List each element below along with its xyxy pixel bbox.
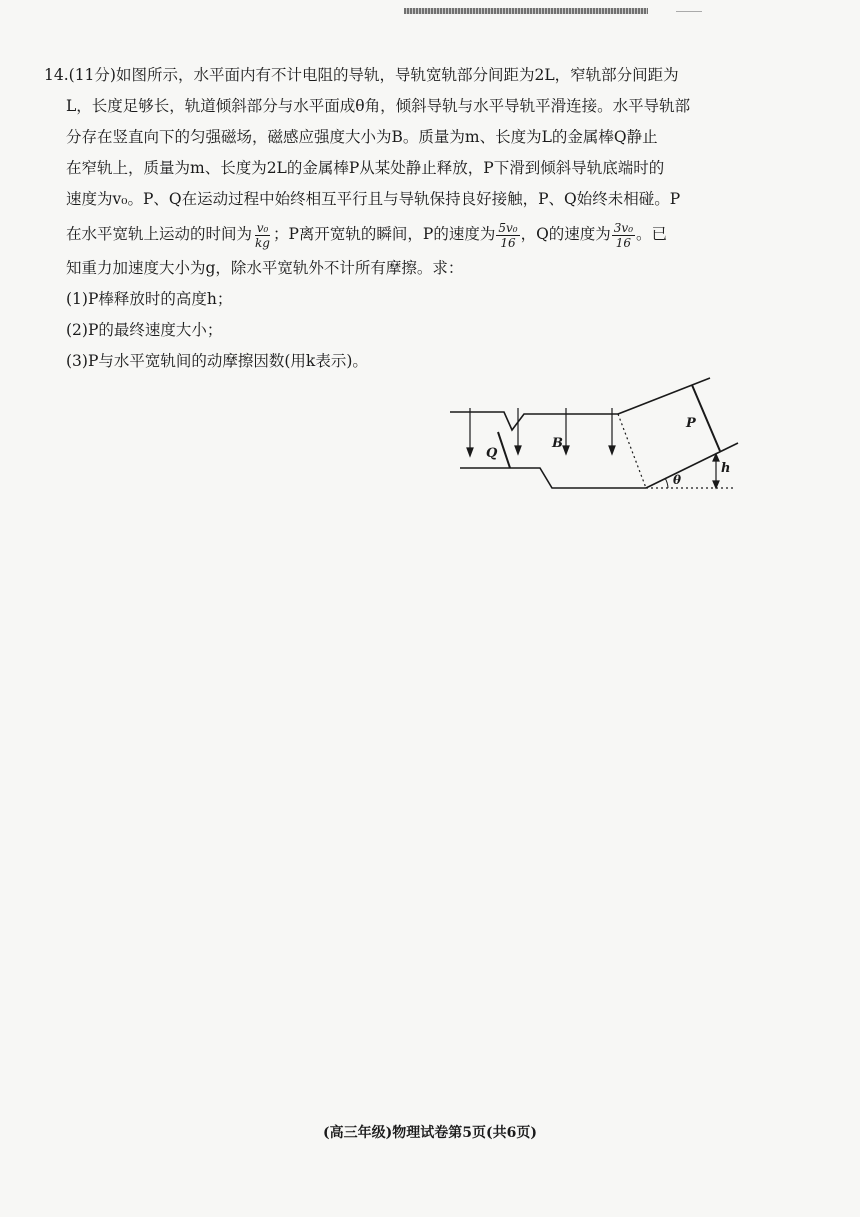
- text-segment: ；P离开宽轨的瞬间，P的速度为: [272, 225, 496, 243]
- label-p: P: [686, 416, 696, 431]
- fraction-numerator: 3v₀: [613, 220, 634, 235]
- fraction-time: [253, 221, 272, 250]
- scan-artifact-line: [676, 11, 702, 12]
- upper-rail: [450, 412, 618, 430]
- question-line: 14.(11分)如图所示，水平面内有不计电阻的导轨，导轨宽轨部分间距为2L，窄轨部分间距为: [44, 66, 679, 84]
- angle-arc: [665, 478, 668, 488]
- question-line: 分存在竖直向下的匀强磁场，磁感应强度大小为B。质量为m、长度为L的金属棒Q静止: [66, 128, 658, 146]
- text-segment: ，Q的速度为: [520, 225, 611, 243]
- text-segment: 在水平宽轨上运动的时间为: [66, 225, 253, 243]
- lower-rail: [460, 468, 646, 488]
- fraction-p-speed: [496, 221, 519, 250]
- fraction-numerator: 5v₀: [498, 220, 518, 235]
- label-b: B: [552, 436, 563, 451]
- label-theta: θ: [673, 473, 682, 487]
- junction-line: [618, 414, 646, 488]
- label-q: Q: [486, 446, 498, 461]
- question-line: 知重力加速度大小为g，除水平宽轨外不计所有摩擦。求：: [66, 259, 464, 277]
- rod-p: [692, 385, 720, 451]
- fraction-numerator: v₀: [256, 220, 269, 235]
- fraction-denominator: 16: [615, 235, 632, 250]
- page-footer: (高三年级)物理试卷第5页(共6页): [323, 1125, 537, 1141]
- question-line-fractions: [44, 215, 744, 253]
- question-line: 在窄轨上，质量为m、长度为2L的金属棒P从某处静止释放，P下滑到倾斜导轨底端时的: [66, 159, 665, 177]
- rail-diagram-svg: [440, 372, 740, 502]
- question-line: 速度为v₀。P、Q在运动过程中始终相互平行且与导轨保持良好接触，P、Q始终未相碰。P: [66, 190, 681, 208]
- fraction-denominator: 16: [500, 235, 516, 250]
- sub-question-2: (2)P的最终速度大小；: [66, 321, 223, 339]
- question-line: L，长度足够长，轨道倾斜部分与水平面成θ角，倾斜导轨与水平导轨平滑连接。水平导轨部: [66, 97, 691, 115]
- question-14: [44, 60, 744, 377]
- sub-question-3: (3)P与水平宽轨间的动摩擦因数(用k表示)。: [66, 352, 368, 370]
- fraction-q-speed: [612, 221, 635, 250]
- fraction-denominator: kg: [255, 235, 270, 250]
- rail-diagram: [440, 372, 740, 502]
- height-arrow: [713, 454, 719, 488]
- scan-artifact: [404, 8, 648, 14]
- text-segment: 。已: [636, 225, 668, 243]
- rod-q: [498, 432, 510, 468]
- label-h: h: [721, 461, 731, 476]
- sub-question-1: (1)P棒释放时的高度h；: [66, 290, 233, 308]
